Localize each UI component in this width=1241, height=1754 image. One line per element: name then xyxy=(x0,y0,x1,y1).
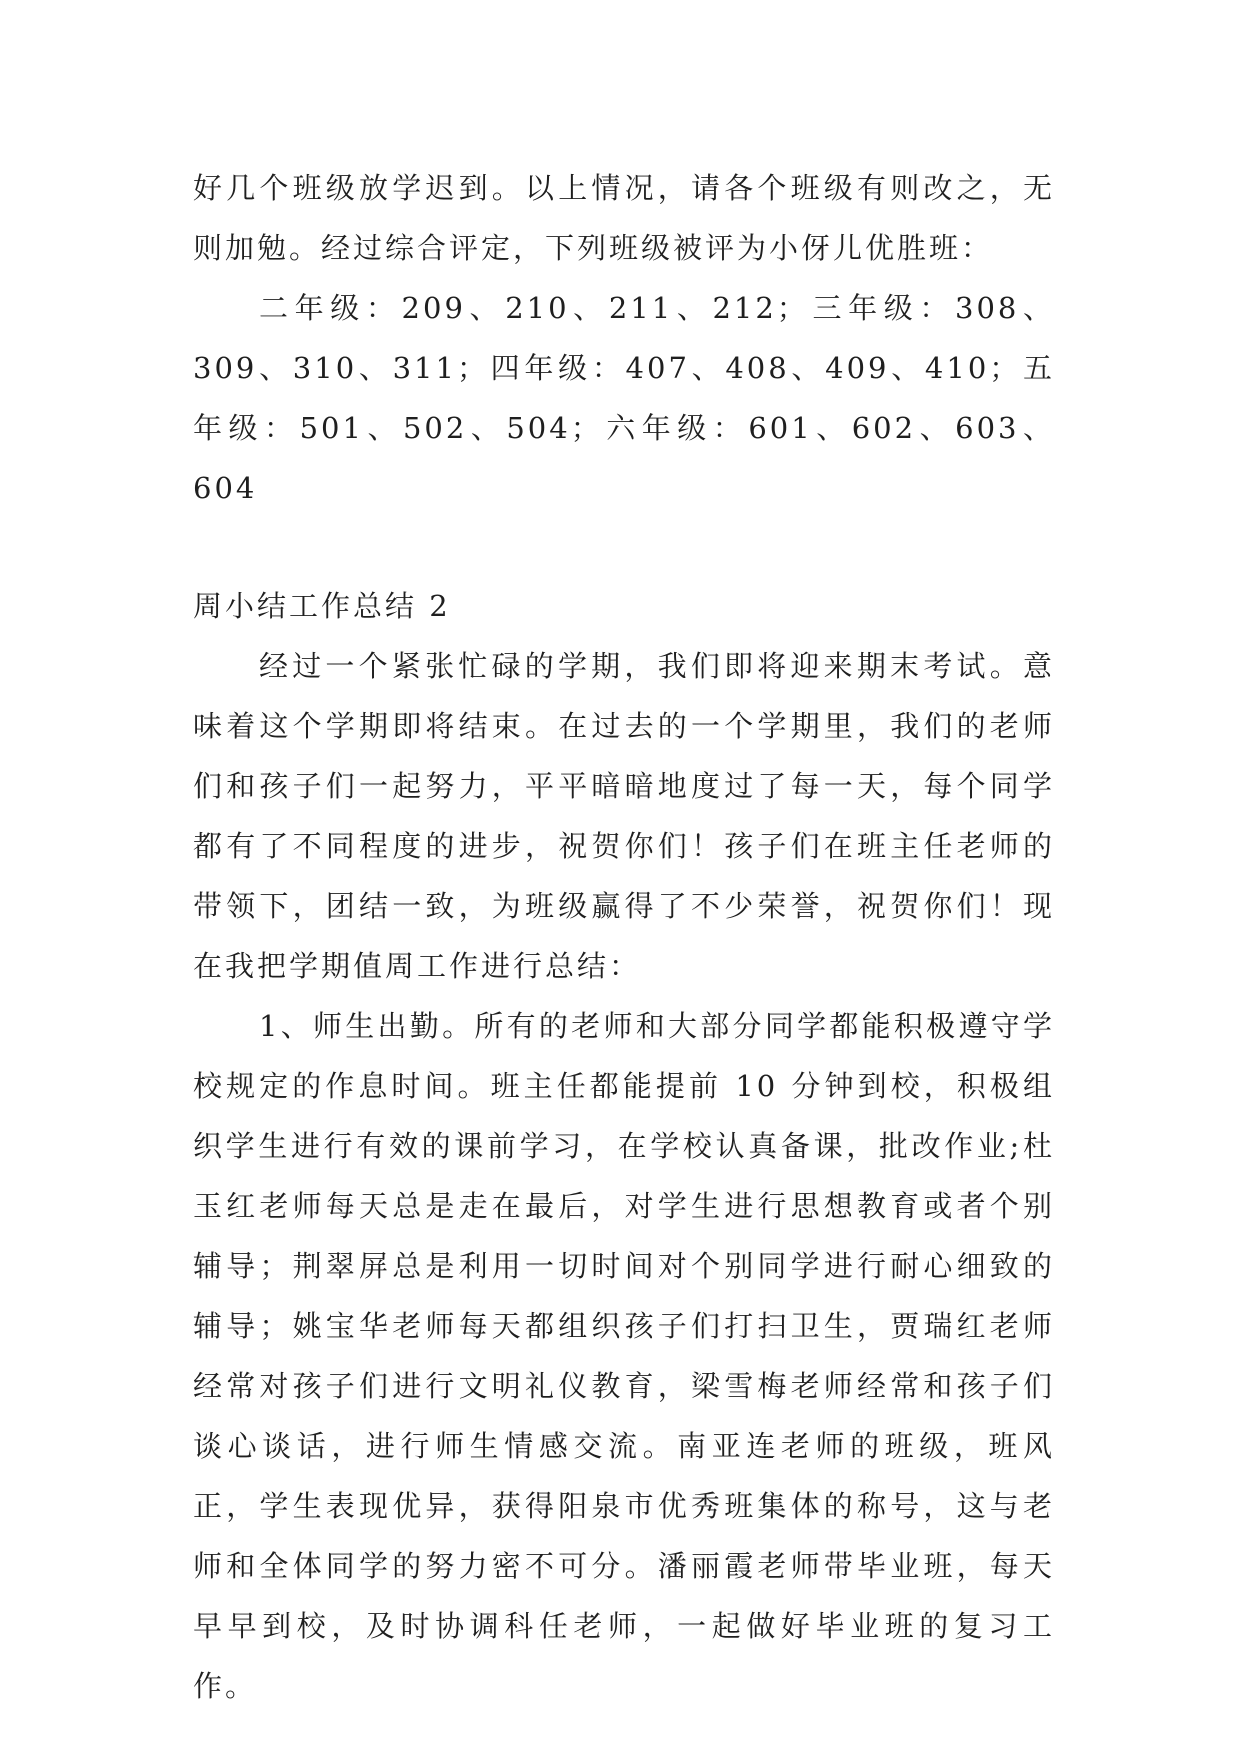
paragraph-attendance: 1、师生出勤。所有的老师和大部分同学都能积极遵守学校规定的作息时间。班主任都能提前 10 分钟到校，积极组织学生进行有效的课前学习，在学校认真备课，批改作业;杜玉红老师每天总是走在最后，对学生进行思想教育或者个别辅导；荆翠屏总是利用一切时间对个别同学进行耐心细致的辅导；姚宝华老师每天都组织孩子们打扫卫生，贾瑞红老师经常对孩子们进行文明礼仪教育，梁雪梅老师经常和孩子们谈心谈话，进行师生情感交流。南亚连老师的班级，班风正，学生表现优异，获得阳泉市优秀班集体的称号，这与老师和全体同学的努力密不可分。潘丽霞老师带毕业班，每天早早到校，及时协调科任老师，一起做好毕业班的复习工作。 xyxy=(193,1009,1055,1703)
section-title: 周小结工作总结 2 xyxy=(193,589,451,623)
document-body xyxy=(193,158,1055,1716)
paragraph-continuation: 好几个班级放学迟到。以上情况，请各个班级有则改之，无则加勉。经过综合评定，下列班级被评为小伢儿优胜班： xyxy=(193,171,1055,265)
paragraph-intro: 经过一个紧张忙碌的学期，我们即将迎来期末考试。意味着这个学期即将结束。在过去的一个学期里，我们的老师们和孩子们一起努力，平平暗暗地度过了每一天，每个同学都有了不同程度的进步，祝贺你们！孩子们在班主任老师的带领下，团结一致，为班级赢得了不少荣誉，祝贺你们！现在我把学期值周工作进行总结： xyxy=(193,649,1055,983)
paragraph-class-list: 二年级：209、210、211、212；三年级：308、309、310、311；四年级：407、408、409、410；五年级：501、502、504；六年级：601、602、603、604 xyxy=(193,291,1055,505)
